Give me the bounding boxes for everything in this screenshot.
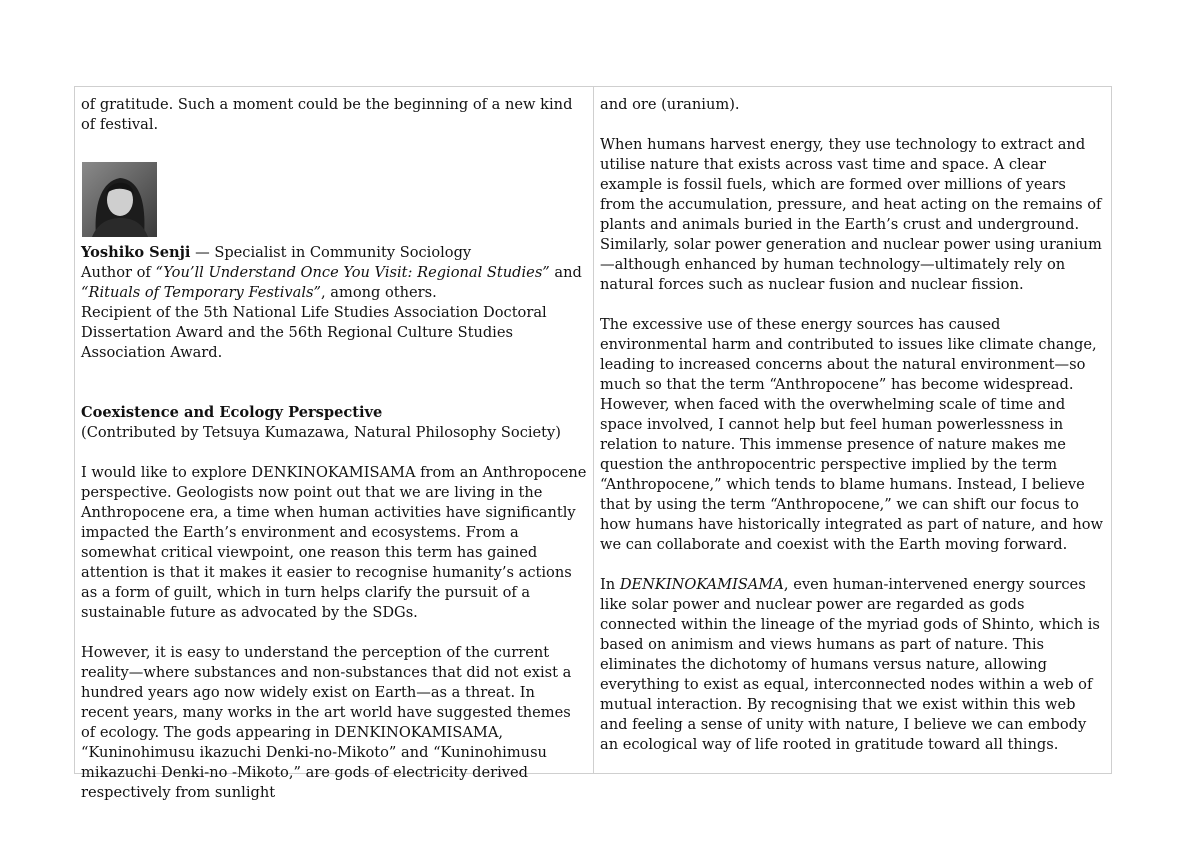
section-heading: Coexistence and Ecology Perspective [81,404,383,421]
section-contributor: (Contributed by Tetsuya Kumazawa, Natural Philosophy Society) [81,424,561,441]
title-denkinokamisama: DENKINOKAMISAMA [619,576,784,593]
left-column [75,87,594,801]
right-intro-paragraph: and ore (uranium). [600,96,740,113]
left-intro-paragraph: of gratitude. Such a moment could be the beginning of a new kind of festival. [81,96,573,133]
left-paragraph-1: I would like to explore DENKINOKAMISAMA from an Anthropocene perspective. Geologists now point out that we are living in the Anthropocene era, a time when human activities have significantly impacted the Earth’s environment and ecosystems. From a somewhat critical viewpoint, one reason this term has gained attention is that it makes it easier to recognise humanity’s actions as a form of guilt, which in turn helps clarify the pursuit of a sustainable future as advocated by the SDGs. [81,464,587,621]
book-title-1: “You’ll Understand Once You Visit: Regional Studies” [155,264,550,281]
author-awards: Recipient of the 5th National Life Studies Association Doctoral Dissertation Award and the 56th Regional Culture Studies Association Award. [81,304,547,361]
right-paragraph-2: The excessive use of these energy sources has caused environmental harm and contributed to issues like climate change, leading to increased concerns about the natural environment—so much so that the term “Anthropocene” has become widespread. However, when faced with the overwhelming scale of time and space involved, I cannot help but feel human powerlessness in relation to nature. This immense presence of nature makes me question the anthropocentric perspective implied by the term “Anthropocene,” which tends to blame humans. Instead, I believe that by using the term “Anthropocene,” we can shift our focus to how humans have historically integrated as part of nature, and how we can collaborate and coexist with the Earth moving forward. [600,316,1103,553]
author-bio: Yoshiko Senji — Specialist in Community Sociology Author of “You’ll Understand Once You Visit: Regional Studies” and “Rituals of Temporary Festivals”, among others. Recipient of the 5th National Life Studies Association Doctoral Dissertation Award and the 56th Regional Culture Studies Association Award. [81,244,582,361]
author-portrait-photo [82,162,157,237]
left-paragraph-2: However, it is easy to understand the perception of the current reality—where substances and non-substances that did not exist a hundred years ago now widely exist on Earth—as a threat. In recent years, many works in the art world have suggested themes of ecology. The gods appearing in DENKINOKAMISAMA, “Kuninohimusu ikazuchi Denki-no-Mikoto” and “Kuninohimusu mikazuchi Denki-no -Mikoto,” are gods of electricity derived respectively from sunlight [81,644,572,801]
book-title-2: “Rituals of Temporary Festivals” [81,284,321,301]
right-column [594,87,1111,773]
right-paragraph-3: In DENKINOKAMISAMA, even human-intervened energy sources like solar power and nuclear power are regarded as gods connected within the lineage of the myriad gods of Shinto, which is based on animism and views humans as part of nature. This eliminates the dichotomy of humans versus nature, allowing everything to exist as equal, interconnected nodes within a web of mutual interaction. By recognising that we exist within this web and feeling a sense of unity with nature, I believe we can embody an ecological way of life rooted in gratitude toward all things. [600,576,1100,753]
right-paragraph-1: When humans harvest energy, they use technology to extract and utilise nature that exists across vast time and space. A clear example is fossil fuels, which are formed over millions of years from the accumulation, pressure, and heat acting on the remains of plants and animals buried in the Earth’s crust and underground. Similarly, solar power generation and nuclear power using uranium—although enhanced by human technology—ultimately rely on natural forces such as nuclear fusion and nuclear fission. [600,136,1102,293]
author-name: Yoshiko Senji [81,244,191,261]
two-column-page [74,86,1112,801]
